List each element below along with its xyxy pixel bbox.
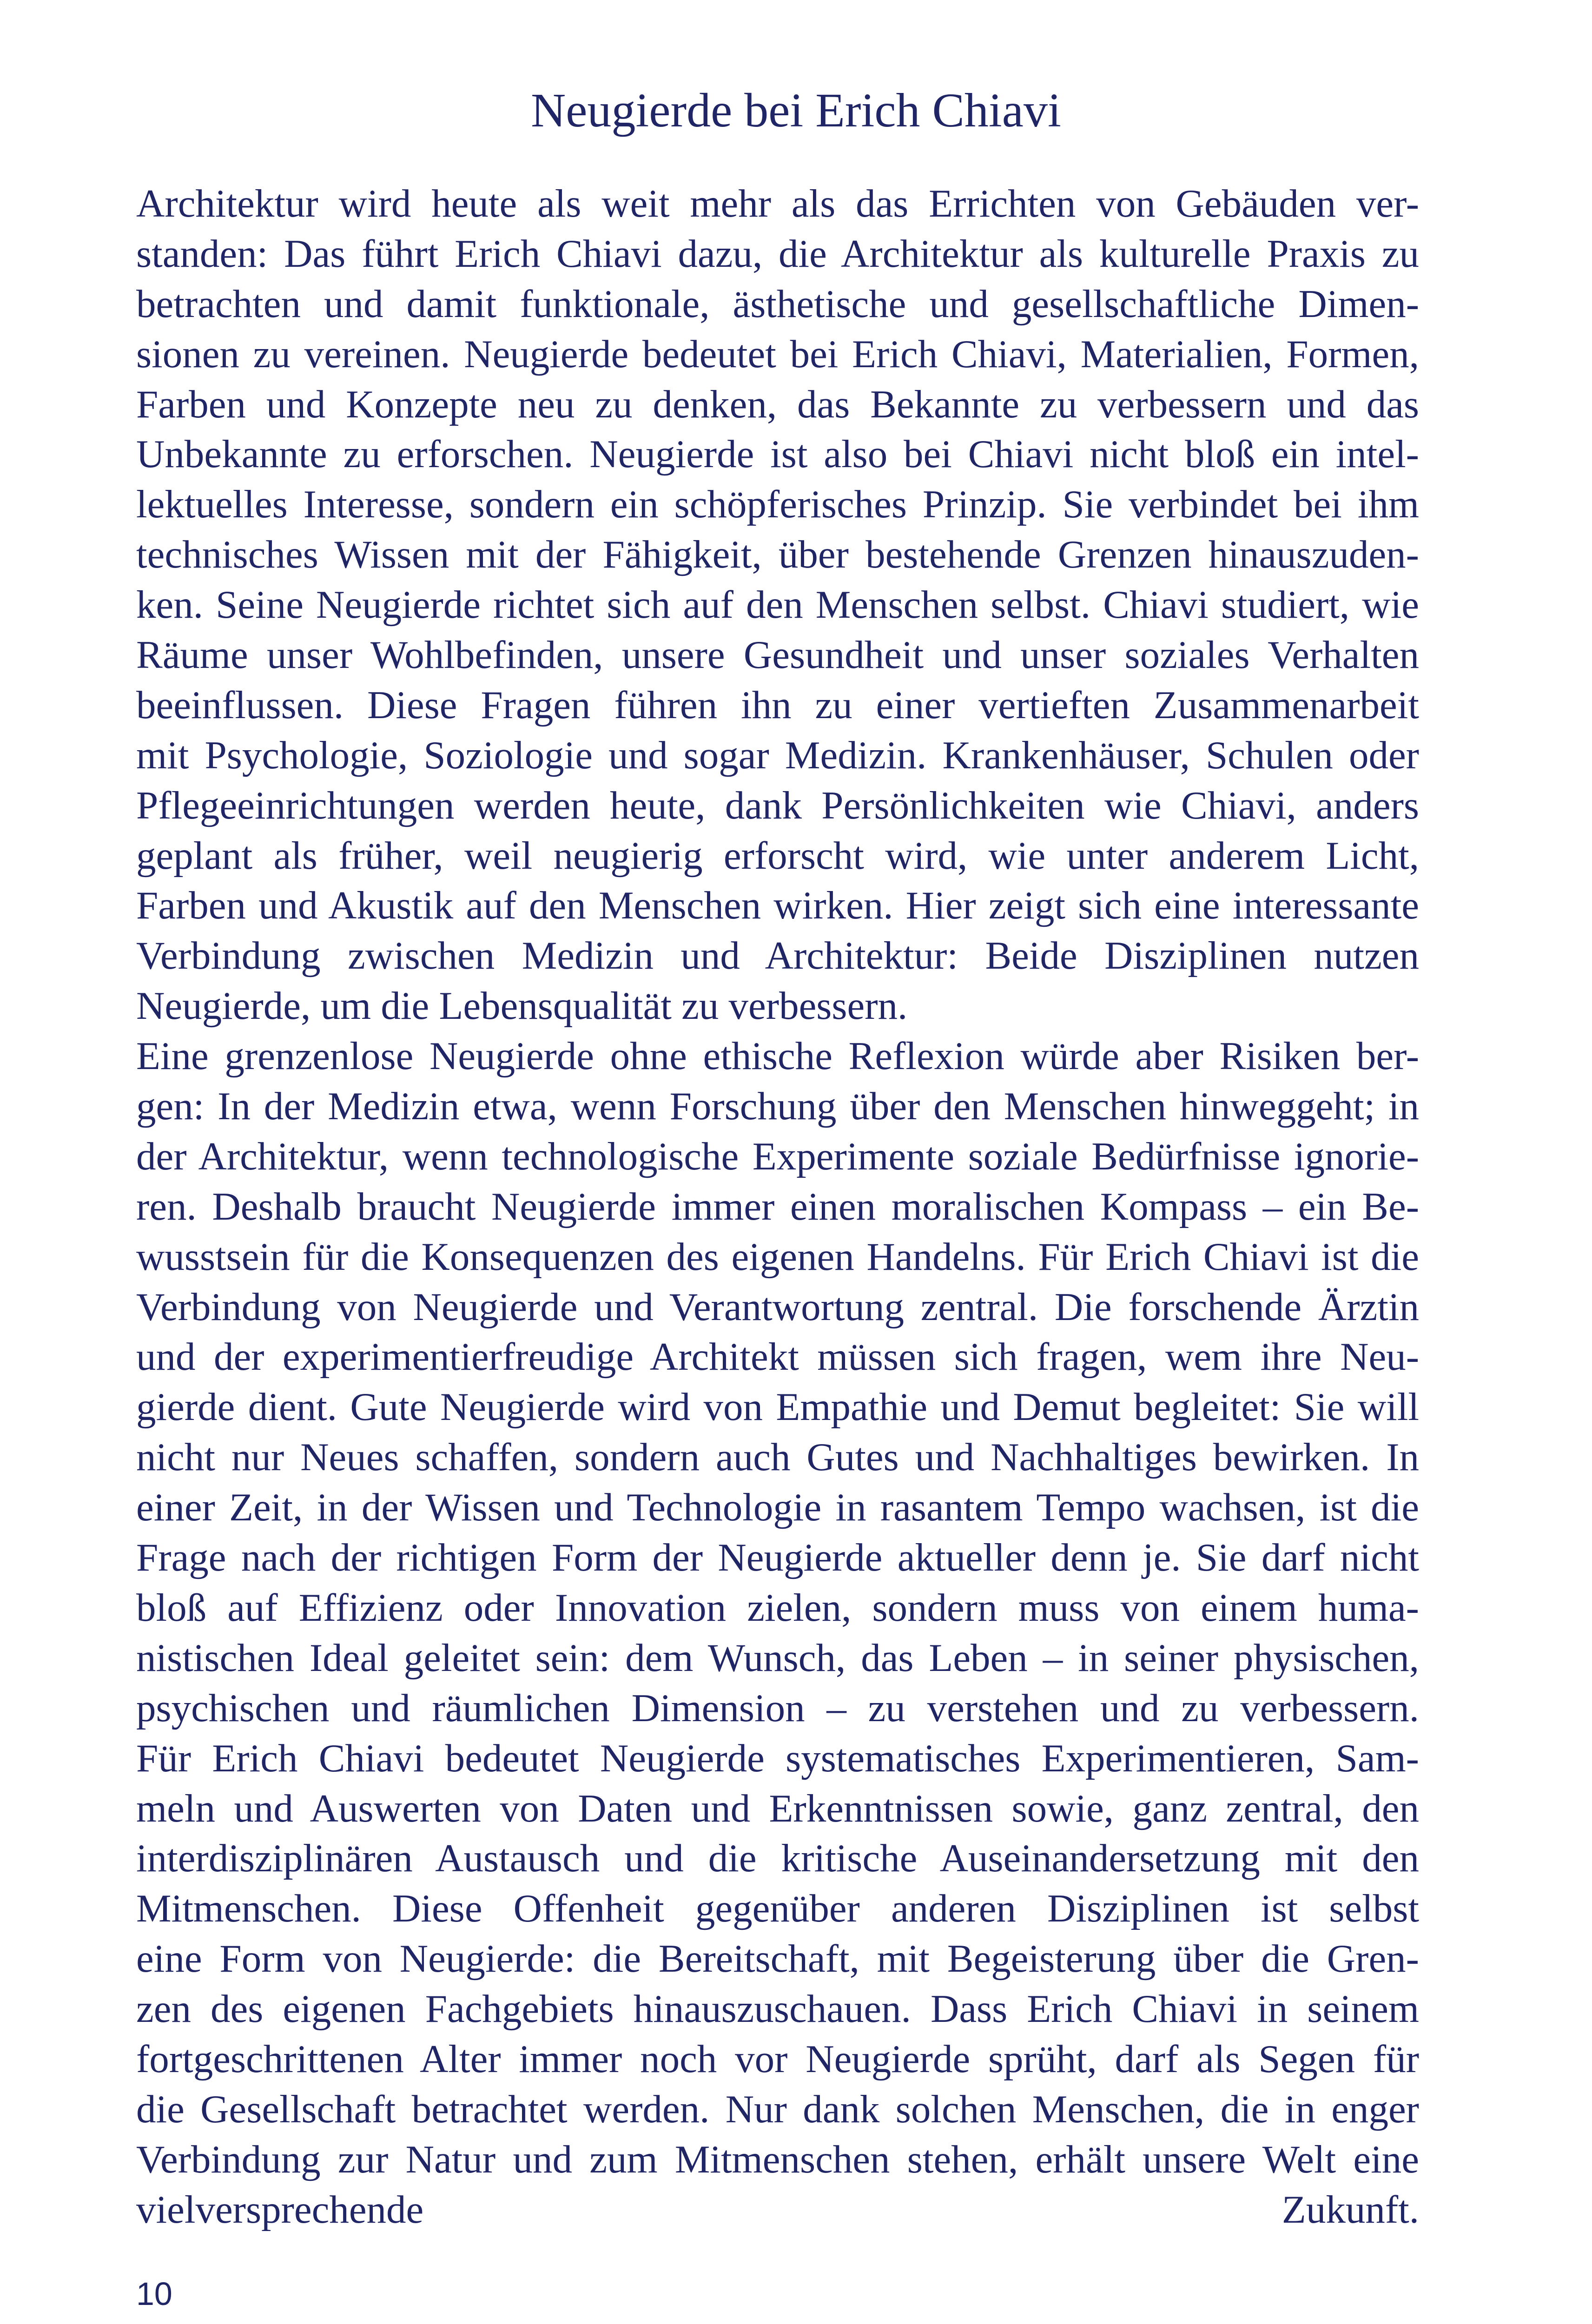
text-line: Architektur wird heute als weit mehr als das Errichten von Gebäuden ver- bbox=[136, 182, 1419, 225]
text-line: wusstsein für die Konsequenzen des eigenen Handelns. Für Erich Chiavi ist die bbox=[136, 1235, 1419, 1279]
text-line: Verbindung von Neugierde und Verantwortung zentral. Die forschende Ärztin bbox=[136, 1285, 1419, 1329]
text-line: der Architektur, wenn technologische Experimente soziale Bedürfnisse ignorie- bbox=[136, 1134, 1419, 1178]
text-line: psychischen und räumlichen Dimension – zu verstehen und zu verbessern. bbox=[136, 1686, 1419, 1730]
text-line: bloß auf Effizienz oder Innovation zielen, sondern muss von einem huma- bbox=[136, 1585, 1419, 1630]
text-line: Verbindung zur Natur und zum Mitmenschen stehen, erhält unsere Welt eine bbox=[136, 2137, 1419, 2181]
text-line: Räume unser Wohlbefinden, unsere Gesundheit und unser soziales Verhalten bbox=[136, 633, 1419, 677]
text-line: betrachten und damit funktionale, ästhetische und gesellschaftliche Dimen- bbox=[136, 282, 1419, 326]
text-line: nistischen Ideal geleitet sein: dem Wunsch, das Leben – in seiner physischen, bbox=[136, 1636, 1419, 1680]
text-line: beeinflussen. Diese Fragen führen ihn zu einer vertieften Zusammenarbeit bbox=[136, 683, 1419, 727]
text-line: gierde dient. Gute Neugierde wird von Empathie und Demut begleitet: Sie will bbox=[136, 1385, 1419, 1429]
text-line: nicht nur Neues schaffen, sondern auch Gutes und Nachhaltiges bewirken. In bbox=[136, 1435, 1419, 1479]
text-line: Pflegeeinrichtungen werden heute, dank Persönlichkeiten wie Chiavi, anders bbox=[136, 783, 1419, 827]
text-line: die Gesellschaft betrachtet werden. Nur dank solchen Menschen, die in enger bbox=[136, 2087, 1419, 2131]
text-line bbox=[136, 2235, 1419, 2285]
text-line: geplant als früher, weil neugierig erforscht wird, wie unter anderem Licht, bbox=[136, 833, 1419, 878]
text-line: zen des eigenen Fachgebiets hinauszuschauen. Dass Erich Chiavi in seinem bbox=[136, 1987, 1419, 2031]
text-line: technisches Wissen mit der Fähigkeit, über bestehende Grenzen hinauszuden- bbox=[136, 533, 1419, 577]
text-line: eine Form von Neugierde: die Bereitschaft, mit Begeisterung über die Gren- bbox=[136, 1937, 1419, 1981]
text-line: Unbekannte zu erforschen. Neugierde ist also bei Chiavi nicht bloß ein intel- bbox=[136, 432, 1419, 476]
text-line: ren. Deshalb braucht Neugierde immer einen moralischen Kompass – ein Be- bbox=[136, 1184, 1419, 1228]
text-line: und der experimentierfreudige Architekt müssen sich fragen, wem ihre Neu- bbox=[136, 1335, 1419, 1379]
text-line: gen: In der Medizin etwa, wenn Forschung über den Menschen hinweggeht; in bbox=[136, 1084, 1419, 1129]
text-line: sionen zu vereinen. Neugierde bedeutet bei Erich Chiavi, Materialien, Formen, bbox=[136, 332, 1419, 376]
text-line: Frage nach der richtigen Form der Neugierde aktueller denn je. Sie darf nicht bbox=[136, 1536, 1419, 1580]
text-line: Farben und Akustik auf den Menschen wirken. Hier zeigt sich eine interessante bbox=[136, 884, 1419, 928]
text-line: fortgeschrittenen Alter immer noch vor Neugierde sprüht, darf als Segen für bbox=[136, 2037, 1419, 2081]
text-line: Eine grenzenlose Neugierde ohne ethische Reflexion würde aber Risiken ber- bbox=[136, 1034, 1419, 1078]
text-line: interdisziplinären Austausch und die kritische Auseinandersetzung mit den bbox=[136, 1836, 1419, 1881]
page-number: 10 bbox=[136, 2276, 172, 2312]
text-line: lektuelles Interesse, sondern ein schöpferisches Prinzip. Sie verbindet bei ihm bbox=[136, 482, 1419, 527]
body-text bbox=[136, 179, 1419, 2285]
text-line: ken. Seine Neugierde richtet sich auf den Menschen selbst. Chiavi studiert, wie bbox=[136, 583, 1419, 627]
text-line: Neugierde, um die Lebensqualität zu verbessern. bbox=[136, 984, 908, 1028]
page-title: Neugierde bei Erich Chiavi bbox=[531, 84, 1061, 137]
text-line: Für Erich Chiavi bedeutet Neugierde systematisches Experimentieren, Sam- bbox=[136, 1736, 1419, 1780]
text-line: standen: Das führt Erich Chiavi dazu, die Architektur als kulturelle Praxis zu bbox=[136, 231, 1419, 276]
text-line: vielversprechende Zukunft. bbox=[136, 2187, 1419, 2232]
text-line: Verbindung zwischen Medizin und Architektur: Beide Disziplinen nutzen bbox=[136, 934, 1419, 978]
text-line: einer Zeit, in der Wissen und Technologie in rasantem Tempo wachsen, ist die bbox=[136, 1486, 1419, 1530]
text-line: mit Psychologie, Soziologie und sogar Medizin. Krankenhäuser, Schulen oder bbox=[136, 733, 1419, 777]
text-line: meln und Auswerten von Daten und Erkenntnissen sowie, ganz zentral, den bbox=[136, 1786, 1419, 1830]
text-line: Farben und Konzepte neu zu denken, das Bekannte zu verbessern und das bbox=[136, 382, 1419, 426]
text-line: Mitmenschen. Diese Offenheit gegenüber anderen Disziplinen ist selbst bbox=[136, 1887, 1419, 1931]
